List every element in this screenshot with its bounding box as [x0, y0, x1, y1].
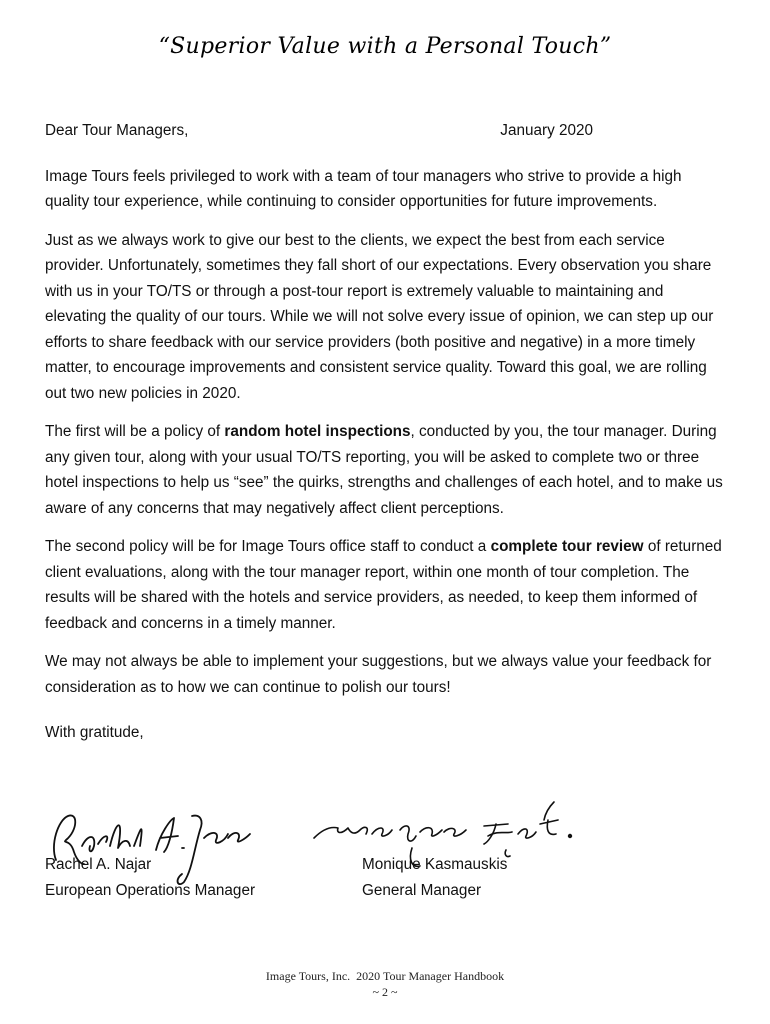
paragraph-hotel-inspections — [45, 419, 725, 521]
signer-monique — [362, 852, 507, 903]
letter-body — [45, 118, 725, 746]
signer-rachel — [45, 852, 255, 903]
paragraph-text: The first will be a policy of — [45, 423, 225, 440]
salutation-row — [45, 118, 725, 144]
paragraph-suggestions: We may not always be able to implement your suggestions, but we always value your feedback for consideration as to how we can continue to polish our tours! — [45, 653, 712, 696]
paragraph-text: , conducted by you, the tour manager. During any given tour, along with your usual TO/TS reporting, you will be asked to complete two or three hotel inspections to help us “see” the quirks, strengths and challenges of each hotel, and to make us aware of any concerns that may negatively affect client perceptions. — [45, 423, 723, 517]
signer-name: Monique Kasmauskis — [362, 856, 508, 873]
page-number: ~ 2 ~ — [372, 985, 398, 999]
signer-name: Rachel A. Najar — [45, 856, 152, 873]
closing-line: With gratitude, — [45, 724, 144, 741]
tagline-heading: “Superior Value with a Personal Touch” — [158, 34, 612, 59]
paragraph-expectations: Just as we always work to give our best to the clients, we expect the best from each service provider. Unfortunately, sometimes they fall short of our expectations. Every observation you share with us in your TO/TS or through a post-tour report is extremely valuable to maintaining and elevating the quality of our tours. While we will not solve every issue of opinion, we can step up our efforts to share feedback with our service providers (both positive and negative) in a more timely matter, to encourage improvements and consistent service quality. Toward this goal, we are rolling out two new policies in 2020. — [45, 231, 714, 402]
emphasis-random-hotel-inspections: random hotel inspections — [224, 423, 411, 440]
signer-title: General Manager — [362, 881, 482, 899]
page-footer — [0, 968, 770, 1000]
signer-title: European Operations Manager — [45, 881, 256, 899]
footer-handbook-title: Image Tours, Inc. 2020 Tour Manager Handbook — [265, 969, 505, 983]
letter-date: January 2020 — [500, 122, 593, 139]
paragraph-text: of returned client evaluations, along with the tour manager report, within one month of tour completion. The results will be shared with the hotels and service providers, as needed, to keep them informed of feedback and concerns in a timely manner. — [45, 538, 722, 632]
paragraph-text: The second policy will be for Image Tours office staff to conduct a — [45, 538, 491, 555]
emphasis-complete-tour-review: complete tour review — [490, 538, 644, 555]
paragraph-intro: Image Tours feels privileged to work with a team of tour managers who strive to provide a high quality tour experience, while continuing to consider opportunities for future improvements. — [45, 167, 682, 210]
salutation: Dear Tour Managers, — [45, 122, 189, 139]
paragraph-tour-review — [45, 534, 725, 636]
